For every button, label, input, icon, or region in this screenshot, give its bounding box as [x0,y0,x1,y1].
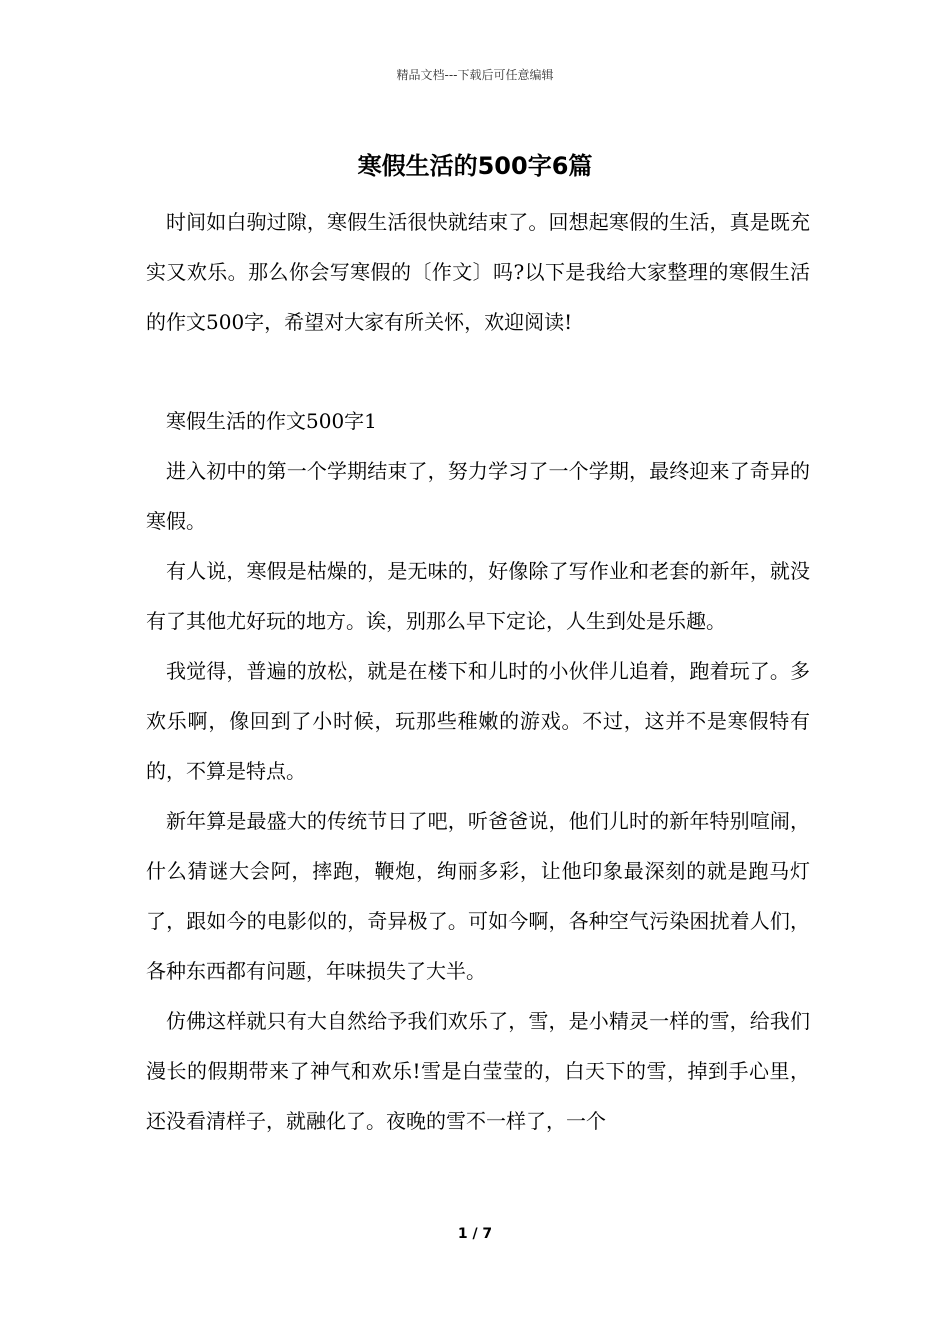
body-paragraph-5: 仿佛这样就只有大自然给予我们欢乐了，雪，是小精灵一样的雪，给我们漫长的假期带来了神气和欢乐!雪是白莹莹的，白天下的雪，掉到手心里，还没看清样子，就融化了。夜晚的雪不一样了，一个 [146,1009,810,1133]
body-paragraph-2: 有人说，寒假是枯燥的，是无味的，好像除了写作业和老套的新年，就没有了其他尤好玩的地方。诶，别那么早下定论，人生到处是乐趣。 [146,559,810,633]
page-number-indicator: 1 / 7 [457,1226,493,1242]
section-heading: 寒假生活的作文500字1 [166,409,377,433]
body-paragraph-1: 进入初中的第一个学期结束了，努力学习了一个学期，最终迎来了奇异的寒假。 [146,459,810,533]
document-body [146,197,810,1146]
intro-paragraph: 时间如白驹过隙，寒假生活很快就结束了。回想起寒假的生活，真是既充实又欢乐。那么你会写寒假的〔作文〕吗?以下是我给大家整理的寒假生活的作文500字，希望对大家有所关怀，欢迎阅读! [146,210,810,334]
page-header-note: 精品文档---下载后可任意编辑 [396,68,554,82]
document-title: 寒假生活的500字6篇 [357,152,593,180]
body-paragraph-4: 新年算是最盛大的传统节日了吧，听爸爸说，他们儿时的新年特别喧闹，什么猜谜大会阿，摔跑，鞭炮，绚丽多彩，让他印象最深刻的就是跑马灯了，跟如今的电影似的，奇异极了。可如今啊，各种空气污染困扰着人们，各种东西都有问题，年味损失了大半。 [146,809,810,983]
body-paragraph-3: 我觉得，普遍的放松，就是在楼下和儿时的小伙伴儿追着，跑着玩了。多欢乐啊，像回到了小时候，玩那些稚嫩的游戏。不过，这并不是寒假特有的，不算是特点。 [146,659,810,783]
